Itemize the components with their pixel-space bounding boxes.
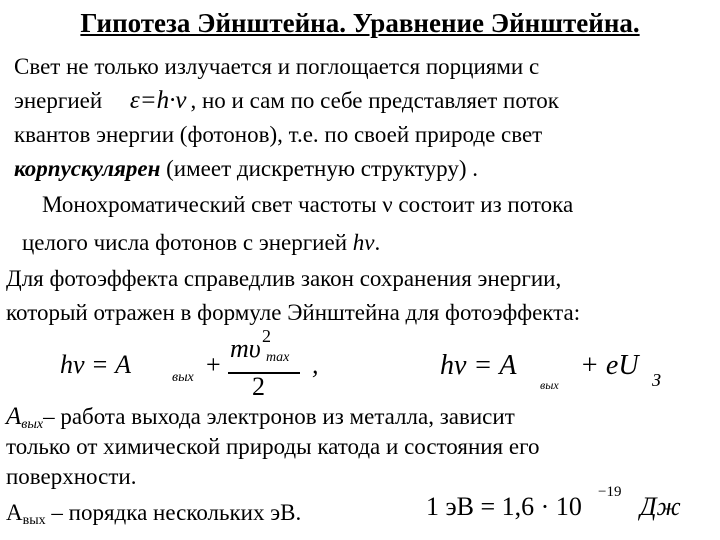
p3-line2: который отражен в формуле Эйнштейна для фотоэффекта: xyxy=(6,300,581,325)
formula3-lhs: 1 эВ = 1,6 · 10 xyxy=(426,492,582,521)
einstein-formula-2 xyxy=(440,340,700,400)
formula1-num-sub: max xyxy=(266,350,290,365)
einstein-formula-1 xyxy=(60,326,340,406)
p5-a-main: А xyxy=(6,500,23,525)
slide-title: Гипотеза Эйнштейна. Уравнение Эйнштейна. xyxy=(80,8,640,38)
p5-a-sub: вых xyxy=(22,513,46,528)
formula1-plus: + xyxy=(206,350,221,379)
photon-energy-formula: ε=h·ν xyxy=(129,87,187,114)
formula1-sub: вых xyxy=(172,370,194,385)
p4-a-sub: вых xyxy=(21,417,44,432)
p1-line4 xyxy=(14,154,478,183)
formula1-lhs: hν = A xyxy=(60,350,131,379)
p1-line2-start: энергией xyxy=(14,88,103,113)
p5-line-end: – порядка нескольких эВ. xyxy=(45,500,302,525)
formula2-rhs: + eU xyxy=(580,350,639,381)
p4-line2: только от химической природы катода и состояния его xyxy=(6,434,540,459)
formula1-comma: , xyxy=(312,350,319,379)
p4-line3: поверхности. xyxy=(6,464,137,489)
p3-line1: Для фотоэффекта справедлив закон сохранения энергии, xyxy=(6,266,562,291)
formula3-exp: −19 xyxy=(598,484,622,500)
p1-line2-end: , но и сам по себе представляет поток xyxy=(190,88,559,113)
p1-line3: квантов энергии (фотонов), т.е. по своей природе свет xyxy=(14,122,543,147)
electron-volt-formula xyxy=(426,484,696,532)
p2-line2 xyxy=(22,228,380,257)
p2-line1: Монохроматический свет частоты ν состоит из потока xyxy=(42,192,574,217)
p1-line4-end: (имеет дискретную структуру) . xyxy=(160,156,478,181)
p2-line2-start: целого числа фотонов с энергией xyxy=(22,230,353,255)
formula2-sub: вых xyxy=(540,378,559,392)
p4-a-main: A xyxy=(6,403,22,430)
p2-hv: hν xyxy=(352,230,375,255)
formula2-rhs-sub: З xyxy=(652,370,661,390)
formula3-unit: Дж xyxy=(640,492,681,521)
formula2-lhs: hν = A xyxy=(440,350,517,381)
p2-line2-end: . xyxy=(374,230,381,255)
formula1-num-sup: 2 xyxy=(262,326,271,346)
formula1-numerator: mυ xyxy=(230,334,261,363)
p5-line xyxy=(6,498,301,535)
formula1-denominator: 2 xyxy=(252,372,265,401)
p1-line1: Свет не только излучается и поглощается порциями с xyxy=(14,54,540,79)
p1-line2 xyxy=(14,86,559,115)
p4-line1-end: – работа выхода электронов из металла, зависит xyxy=(43,404,515,429)
p1-line4-bold: корпускулярен xyxy=(14,156,161,181)
